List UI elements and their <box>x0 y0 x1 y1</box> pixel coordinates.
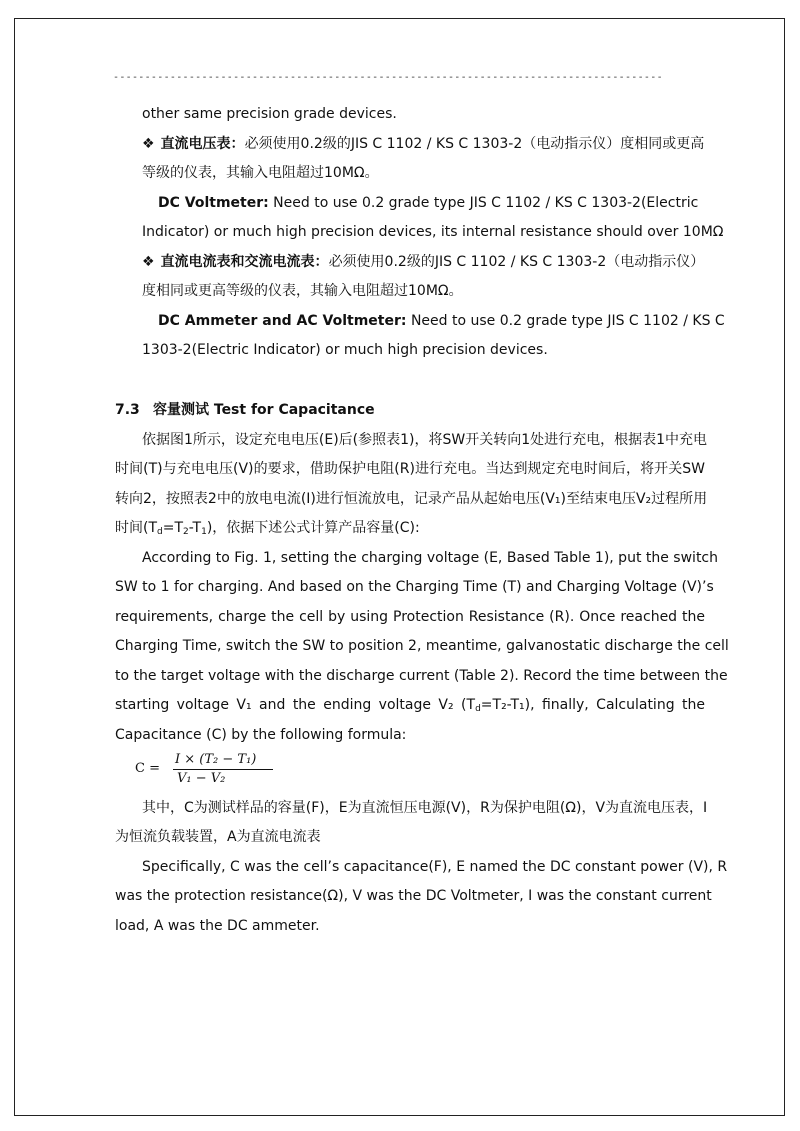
dc-ammeter-cn-line1 <box>142 253 705 271</box>
bullet-icon: ❖ <box>142 136 155 152</box>
dc-ammeter-cn-text: 必须使用0.2级的JIS C 1102 / KS C 1303-2（电动指示仪） <box>328 254 705 270</box>
section-title: 容量测试 Test for Capacitance <box>153 402 375 418</box>
formula-denominator: V₁ − V₂ <box>177 771 226 786</box>
en-legend-line: was the protection resistance(Ω), V was the DC Voltmeter, I was the constant current <box>115 888 712 904</box>
en-legend-line: load, A was the DC ammeter. <box>115 918 320 934</box>
dc-voltmeter-en-text: Need to use 0.2 grade type JIS C 1102 / KS C 1303-2(Electric <box>268 195 699 211</box>
en-paragraph-line: Capacitance (C) by the following formula: <box>115 727 407 743</box>
en-paragraph-line: requirements, charge the cell by using Protection Resistance (R). Once reached the <box>115 609 705 625</box>
dc-ammeter-en-line2: 1303-2(Electric Indicator) or much high precision devices. <box>142 342 548 358</box>
en-paragraph-line: to the target voltage with the discharge current (Table 2). Record the time between the <box>115 668 728 684</box>
en-legend-line: Specifically, C was the cell’s capacitance(F), E named the DC constant power (V), R <box>142 859 728 875</box>
cn-paragraph-line: 转向2，按照表2中的放电电流(I)进行恒流放电，记录产品从起始电压(V₁)至结束电压V₂过程所用 <box>115 491 708 507</box>
fraction-bar <box>173 769 273 770</box>
cn-paragraph-line: 依据图1所示，设定充电电压(E)后(参照表1)，将SW开关转向1处进行充电，根据表1中充电 <box>142 432 708 448</box>
cn-paragraph-line: 时间$(T_d=T_2-T_1)$，依据下述公式计算产品容量(C): <box>115 520 420 537</box>
page-border <box>14 18 785 1116</box>
en-paragraph-line: starting voltage V₁ and the ending voltage V₂ $(T_d=T_2-T_1)$, finally, Calculating the <box>115 697 705 714</box>
dc-ammeter-en-text: Need to use 0.2 grade type JIS C 1102 / KS C <box>406 313 725 329</box>
dc-ammeter-cn-label: 直流电流表和交流电流表： <box>160 254 329 270</box>
section-number: 7.3 <box>115 402 140 418</box>
formula-lhs: C = <box>135 761 160 776</box>
formula-numerator: I × (T₂ − T₁) <box>175 752 257 767</box>
continued-text: other same precision grade devices. <box>142 106 397 122</box>
header-separator: --------------------------------------------------------------------------------------- <box>113 72 663 83</box>
dc-ammeter-cn-line2: 度相同或更高等级的仪表，其输入电阻超过10MΩ。 <box>142 283 463 299</box>
dc-ammeter-en-line1 <box>158 312 725 330</box>
en-paragraph-line: SW to 1 for charging. And based on the Charging Time (T) and Charging Voltage (V)’s <box>115 579 714 595</box>
dc-voltmeter-en-line1 <box>158 194 705 212</box>
dc-ammeter-en-label: DC Ammeter and AC Voltmeter: <box>158 313 407 329</box>
bullet-icon: ❖ <box>142 254 155 270</box>
dc-voltmeter-cn-text: 必须使用0.2级的JIS C 1102 / KS C 1303-2（电动指示仪）度相同或更高 <box>244 136 705 152</box>
dc-voltmeter-en-label: DC Voltmeter: <box>158 195 269 211</box>
dc-voltmeter-en-line2: Indicator) or much high precision devices, its internal resistance should over 10MΩ <box>142 224 724 240</box>
cn-legend-line: 其中，C为测试样品的容量(F)，E为直流恒压电源(V)，R为保护电阻(Ω)，V为直流电压表，I <box>142 800 708 816</box>
en-paragraph-line: Charging Time, switch the SW to position 2, meantime, galvanostatic discharge the cell <box>115 638 729 654</box>
dc-voltmeter-cn-label: 直流电压表： <box>160 136 245 152</box>
section-heading <box>115 401 675 419</box>
en-paragraph-line: According to Fig. 1, setting the charging voltage (E, Based Table 1), put the switch <box>142 550 719 566</box>
cn-legend-line: 为恒流负载装置，A为直流电流表 <box>115 829 321 845</box>
dc-voltmeter-cn-line2: 等级的仪表，其输入电阻超过10MΩ。 <box>142 165 379 181</box>
capacitance-formula <box>135 752 275 788</box>
cn-paragraph-line: 时间(T)与充电电压(V)的要求，借助保护电阻(R)进行充电。当达到规定充电时间后，将开关SW <box>115 461 705 477</box>
dc-voltmeter-cn-line1 <box>142 135 705 153</box>
